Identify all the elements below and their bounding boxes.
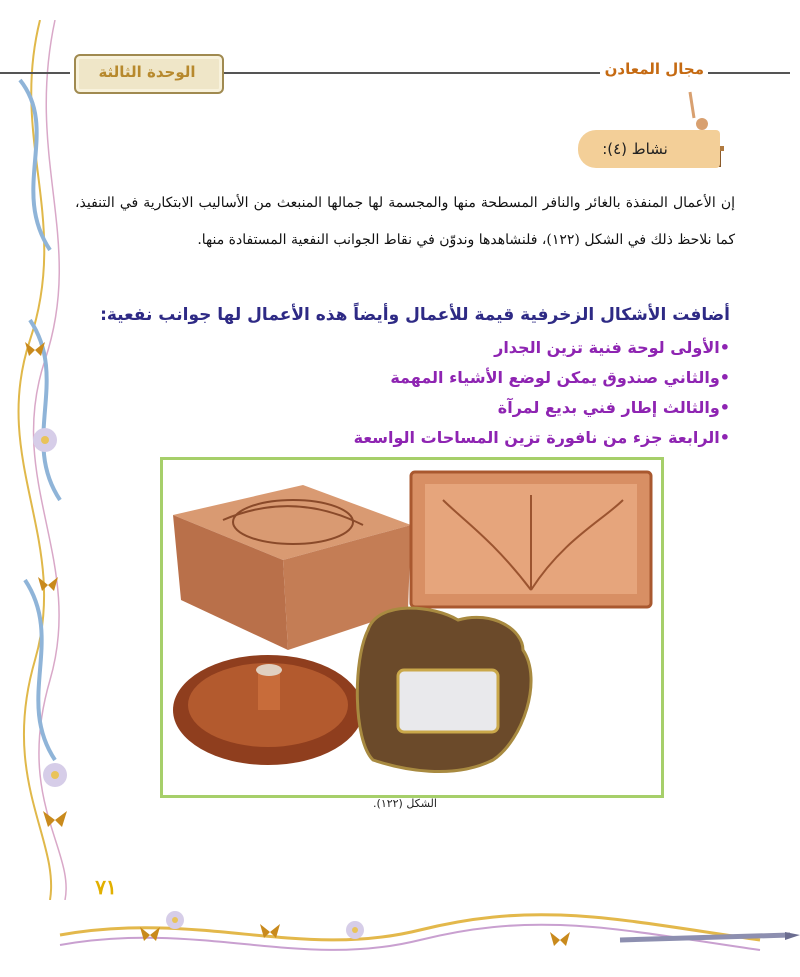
copper-works-photo (160, 457, 664, 798)
copper-candle-holder-image (173, 655, 388, 765)
unit-title: الوحدة الثالثة (98, 63, 196, 81)
copper-tray-image (411, 472, 651, 607)
floral-border-decoration (0, 20, 120, 900)
bullet-item: •الأولى لوحة فنية تزين الجدار (494, 338, 730, 357)
flower-icon (166, 911, 184, 929)
brass-mirror-frame-image (357, 608, 531, 771)
answer-heading: أضافت الأشكال الزخرفية قيمة للأعمال وأيضاً هذه الأعمال لها جوانب نفعية: (100, 305, 730, 325)
flower-icon (33, 428, 57, 452)
activity-label: نشاط (٤): (602, 140, 668, 158)
figure-caption: الشكل (١٢٢). (373, 797, 437, 810)
intro-paragraph: إن الأعمال المنفذة بالغائر والنافر المسطحة منها والمجسمة لها جمالها المنبعث من الأساليب الابتكارية في التنفيذ، كما نلاحظ ذلك في الشكل (١٢٢)، فلنشاهدها وندوّن في نقاط الجوانب النفعية المستفادة منها. (75, 195, 735, 248)
bullet-item: •والثالث إطار فني بديع لمرآة (497, 398, 730, 417)
page-number: ٧١ (95, 875, 117, 899)
bullet-item: •الرابعة جزء من نافورة تزين المساحات الواسعة (353, 428, 730, 447)
flower-icon (346, 921, 364, 939)
butterfly-icon (550, 932, 570, 946)
section-title: مجال المعادن (600, 60, 708, 78)
header-rule-left (0, 72, 70, 74)
flower-icon (43, 763, 67, 787)
bullet-item: •والثاني صندوق يمكن لوضع الأشياء المهمة (390, 368, 730, 387)
butterfly-icon (38, 577, 58, 591)
